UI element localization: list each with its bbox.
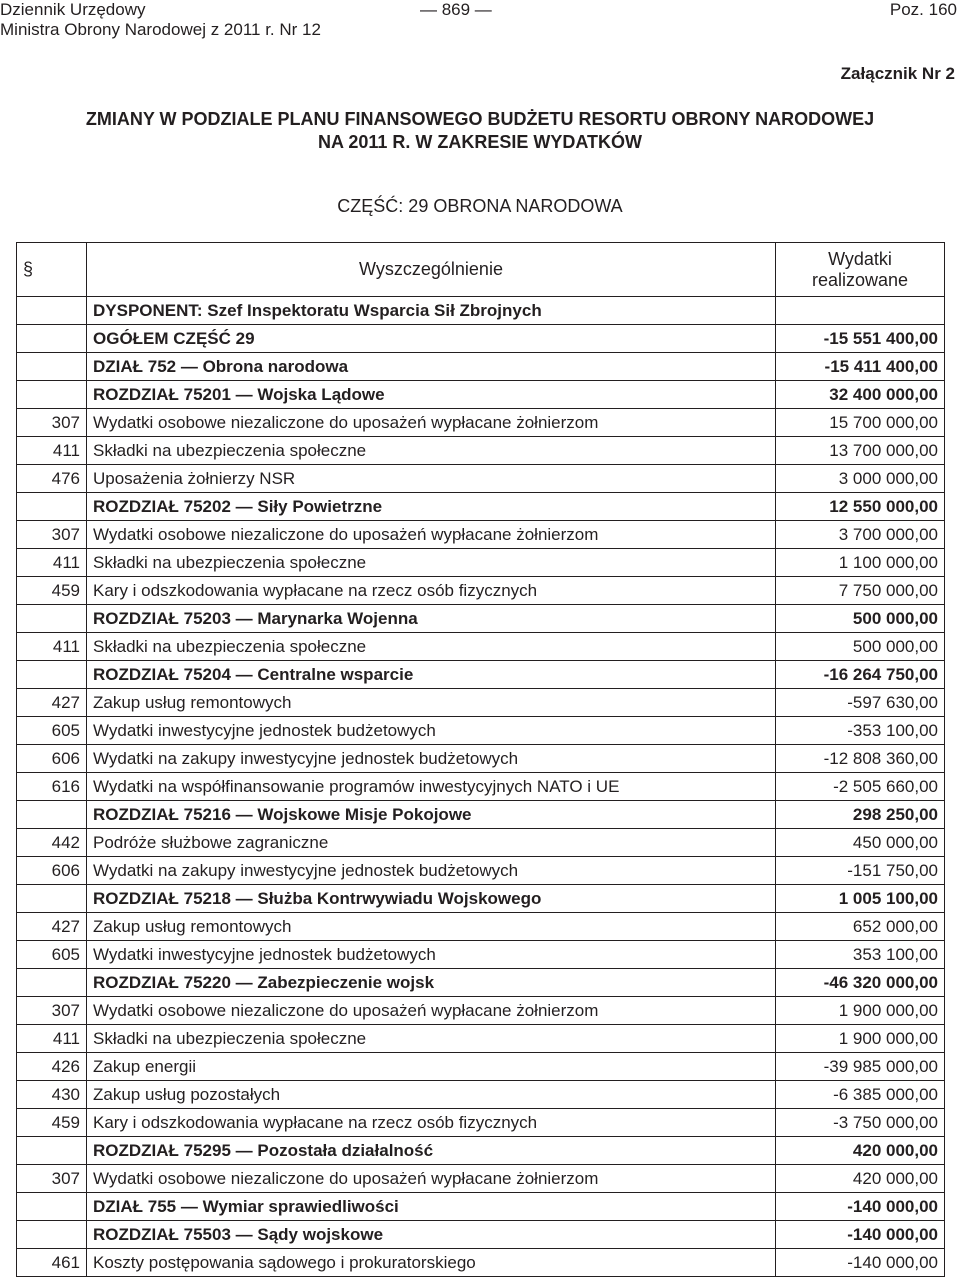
- table-row: [17, 521, 945, 549]
- paragraph-cell: 606: [17, 745, 87, 773]
- table-row: [17, 1193, 945, 1221]
- table-row: [17, 605, 945, 633]
- expenditure-table: [16, 242, 945, 1277]
- table-row: [17, 297, 945, 325]
- paragraph-cell: [17, 885, 87, 913]
- description-cell: Zakup usług remontowych: [87, 913, 776, 941]
- amount-cell: 420 000,00: [776, 1165, 945, 1193]
- description-cell: Wydatki na współfinansowanie programów inwestycyjnych NATO i UE: [87, 773, 776, 801]
- paragraph-cell: 605: [17, 941, 87, 969]
- paragraph-cell: [17, 325, 87, 353]
- amount-cell: 652 000,00: [776, 913, 945, 941]
- paragraph-cell: [17, 493, 87, 521]
- description-cell: ROZDZIAŁ 75216 — Wojskowe Misje Pokojowe: [87, 801, 776, 829]
- table-row: [17, 381, 945, 409]
- paragraph-cell: 307: [17, 521, 87, 549]
- description-cell: Składki na ubezpieczenia społeczne: [87, 437, 776, 465]
- description-cell: Wydatki na zakupy inwestycyjne jednostek budżetowych: [87, 745, 776, 773]
- paragraph-cell: [17, 1221, 87, 1249]
- amount-cell: -16 264 750,00: [776, 661, 945, 689]
- column-header-amount-line1: Wydatki: [828, 248, 892, 269]
- description-cell: Wydatki osobowe niezaliczone do uposażeń wypłacane żołnierzom: [87, 521, 776, 549]
- paragraph-cell: 606: [17, 857, 87, 885]
- amount-cell: -151 750,00: [776, 857, 945, 885]
- page-number: — 869 —: [420, 0, 492, 19]
- amount-cell: -15 411 400,00: [776, 353, 945, 381]
- description-cell: Zakup usług remontowych: [87, 689, 776, 717]
- paragraph-cell: 307: [17, 1165, 87, 1193]
- amount-cell: 1 900 000,00: [776, 997, 945, 1025]
- table-row: [17, 465, 945, 493]
- description-cell: Podróże służbowe zagraniczne: [87, 829, 776, 857]
- paragraph-cell: 476: [17, 465, 87, 493]
- paragraph-cell: [17, 1193, 87, 1221]
- description-cell: Składki na ubezpieczenia społeczne: [87, 549, 776, 577]
- description-cell: Wydatki inwestycyjne jednostek budżetowych: [87, 941, 776, 969]
- table-row: [17, 941, 945, 969]
- description-cell: DZIAŁ 752 — Obrona narodowa: [87, 353, 776, 381]
- amount-cell: 500 000,00: [776, 633, 945, 661]
- amount-cell: -2 505 660,00: [776, 773, 945, 801]
- amount-cell: 450 000,00: [776, 829, 945, 857]
- table-row: [17, 661, 945, 689]
- amount-cell: -3 750 000,00: [776, 1109, 945, 1137]
- paragraph-cell: [17, 969, 87, 997]
- amount-cell: 7 750 000,00: [776, 577, 945, 605]
- paragraph-cell: 411: [17, 437, 87, 465]
- paragraph-cell: 307: [17, 409, 87, 437]
- table-row: [17, 1165, 945, 1193]
- description-cell: Wydatki inwestycyjne jednostek budżetowych: [87, 717, 776, 745]
- amount-cell: -39 985 000,00: [776, 1053, 945, 1081]
- ministry-name: Ministra Obrony Narodowej z 2011 r. Nr 12: [0, 20, 321, 39]
- column-header-paragraph: §: [17, 243, 87, 297]
- amount-cell: 1 005 100,00: [776, 885, 945, 913]
- amount-cell: 1 900 000,00: [776, 1025, 945, 1053]
- table-row: [17, 1221, 945, 1249]
- table-row: [17, 493, 945, 521]
- table-row: [17, 885, 945, 913]
- paragraph-cell: 427: [17, 913, 87, 941]
- table-row: [17, 829, 945, 857]
- table-row: [17, 1053, 945, 1081]
- description-cell: Składki na ubezpieczenia społeczne: [87, 633, 776, 661]
- description-cell: Wydatki na zakupy inwestycyjne jednostek budżetowych: [87, 857, 776, 885]
- amount-cell: -597 630,00: [776, 689, 945, 717]
- paragraph-cell: [17, 353, 87, 381]
- document-title-line-2: NA 2011 R. W ZAKRESIE WYDATKÓW: [317, 132, 643, 152]
- table-row: [17, 717, 945, 745]
- amount-cell: 3 000 000,00: [776, 465, 945, 493]
- paragraph-cell: 427: [17, 689, 87, 717]
- paragraph-cell: [17, 1137, 87, 1165]
- amount-cell: 32 400 000,00: [776, 381, 945, 409]
- description-cell: Koszty postępowania sądowego i prokuratorskiego: [87, 1249, 776, 1277]
- amount-cell: -15 551 400,00: [776, 325, 945, 353]
- description-cell: ROZDZIAŁ 75218 — Służba Kontrwywiadu Wojskowego: [87, 885, 776, 913]
- amount-cell: [776, 297, 945, 325]
- position-number: Poz. 160: [889, 0, 957, 19]
- column-header-amount: [776, 243, 945, 297]
- table-row: [17, 437, 945, 465]
- amount-cell: -140 000,00: [776, 1249, 945, 1277]
- paragraph-cell: 430: [17, 1081, 87, 1109]
- amount-cell: 500 000,00: [776, 605, 945, 633]
- description-cell: ROZDZIAŁ 75201 — Wojska Lądowe: [87, 381, 776, 409]
- paragraph-cell: 461: [17, 1249, 87, 1277]
- amount-cell: -6 385 000,00: [776, 1081, 945, 1109]
- table-row: [17, 1081, 945, 1109]
- part-title: CZĘŚĆ: 29 OBRONA NARODOWA: [337, 196, 623, 216]
- table-row: [17, 549, 945, 577]
- table-row: [17, 577, 945, 605]
- table-row: [17, 801, 945, 829]
- description-cell: ROZDZIAŁ 75202 — Siły Powietrzne: [87, 493, 776, 521]
- table-row: [17, 689, 945, 717]
- amount-cell: -353 100,00: [776, 717, 945, 745]
- paragraph-cell: 307: [17, 997, 87, 1025]
- attachment-label: Załącznik Nr 2: [840, 64, 955, 83]
- description-cell: Kary i odszkodowania wypłacane na rzecz osób fizycznych: [87, 1109, 776, 1137]
- description-cell: ROZDZIAŁ 75295 — Pozostała działalność: [87, 1137, 776, 1165]
- paragraph-cell: 459: [17, 1109, 87, 1137]
- paragraph-cell: 459: [17, 577, 87, 605]
- table-row: [17, 913, 945, 941]
- description-cell: Zakup usług pozostałych: [87, 1081, 776, 1109]
- description-cell: OGÓŁEM CZĘŚĆ 29: [87, 325, 776, 353]
- column-header-amount-line2: realizowane: [811, 269, 909, 290]
- paragraph-cell: [17, 381, 87, 409]
- table-row: [17, 773, 945, 801]
- amount-cell: 3 700 000,00: [776, 521, 945, 549]
- table-row: [17, 969, 945, 997]
- paragraph-cell: 442: [17, 829, 87, 857]
- description-cell: Składki na ubezpieczenia społeczne: [87, 1025, 776, 1053]
- table-body: [17, 297, 945, 1277]
- description-cell: DYSPONENT: Szef Inspektoratu Wsparcia Sił Zbrojnych: [87, 297, 776, 325]
- paragraph-cell: [17, 605, 87, 633]
- document-title-line-1: ZMIANY W PODZIALE PLANU FINANSOWEGO BUDŻETU RESORTU OBRONY NARODOWEJ: [85, 109, 875, 129]
- amount-cell: 420 000,00: [776, 1137, 945, 1165]
- table-row: [17, 857, 945, 885]
- amount-cell: -12 808 360,00: [776, 745, 945, 773]
- paragraph-cell: 605: [17, 717, 87, 745]
- amount-cell: 15 700 000,00: [776, 409, 945, 437]
- description-cell: DZIAŁ 755 — Wymiar sprawiedliwości: [87, 1193, 776, 1221]
- paragraph-cell: [17, 801, 87, 829]
- paragraph-cell: 616: [17, 773, 87, 801]
- table-row: [17, 1249, 945, 1277]
- amount-cell: -140 000,00: [776, 1193, 945, 1221]
- paragraph-cell: [17, 297, 87, 325]
- description-cell: Zakup energii: [87, 1053, 776, 1081]
- description-cell: Uposażenia żołnierzy NSR: [87, 465, 776, 493]
- description-cell: ROZDZIAŁ 75503 — Sądy wojskowe: [87, 1221, 776, 1249]
- table-row: [17, 633, 945, 661]
- description-cell: Wydatki osobowe niezaliczone do uposażeń wypłacane żołnierzom: [87, 409, 776, 437]
- table-row: [17, 745, 945, 773]
- table-row: [17, 997, 945, 1025]
- description-cell: ROZDZIAŁ 75204 — Centralne wsparcie: [87, 661, 776, 689]
- amount-cell: 298 250,00: [776, 801, 945, 829]
- description-cell: Wydatki osobowe niezaliczone do uposażeń wypłacane żołnierzom: [87, 997, 776, 1025]
- amount-cell: 1 100 000,00: [776, 549, 945, 577]
- paragraph-cell: 426: [17, 1053, 87, 1081]
- table-row: [17, 1025, 945, 1053]
- paragraph-cell: [17, 661, 87, 689]
- description-cell: ROZDZIAŁ 75220 — Zabezpieczenie wojsk: [87, 969, 776, 997]
- table-header-row: [17, 243, 945, 297]
- table-row: [17, 1137, 945, 1165]
- amount-cell: 353 100,00: [776, 941, 945, 969]
- description-cell: Kary i odszkodowania wypłacane na rzecz osób fizycznych: [87, 577, 776, 605]
- amount-cell: 12 550 000,00: [776, 493, 945, 521]
- column-header-description: Wyszczególnienie: [87, 243, 776, 297]
- amount-cell: 13 700 000,00: [776, 437, 945, 465]
- table-row: [17, 353, 945, 381]
- amount-cell: -46 320 000,00: [776, 969, 945, 997]
- journal-name: Dziennik Urzędowy: [0, 0, 146, 19]
- paragraph-cell: 411: [17, 1025, 87, 1053]
- paragraph-cell: 411: [17, 633, 87, 661]
- description-cell: ROZDZIAŁ 75203 — Marynarka Wojenna: [87, 605, 776, 633]
- amount-cell: -140 000,00: [776, 1221, 945, 1249]
- paragraph-cell: 411: [17, 549, 87, 577]
- table-row: [17, 1109, 945, 1137]
- table-row: [17, 325, 945, 353]
- table-row: [17, 409, 945, 437]
- description-cell: Wydatki osobowe niezaliczone do uposażeń wypłacane żołnierzom: [87, 1165, 776, 1193]
